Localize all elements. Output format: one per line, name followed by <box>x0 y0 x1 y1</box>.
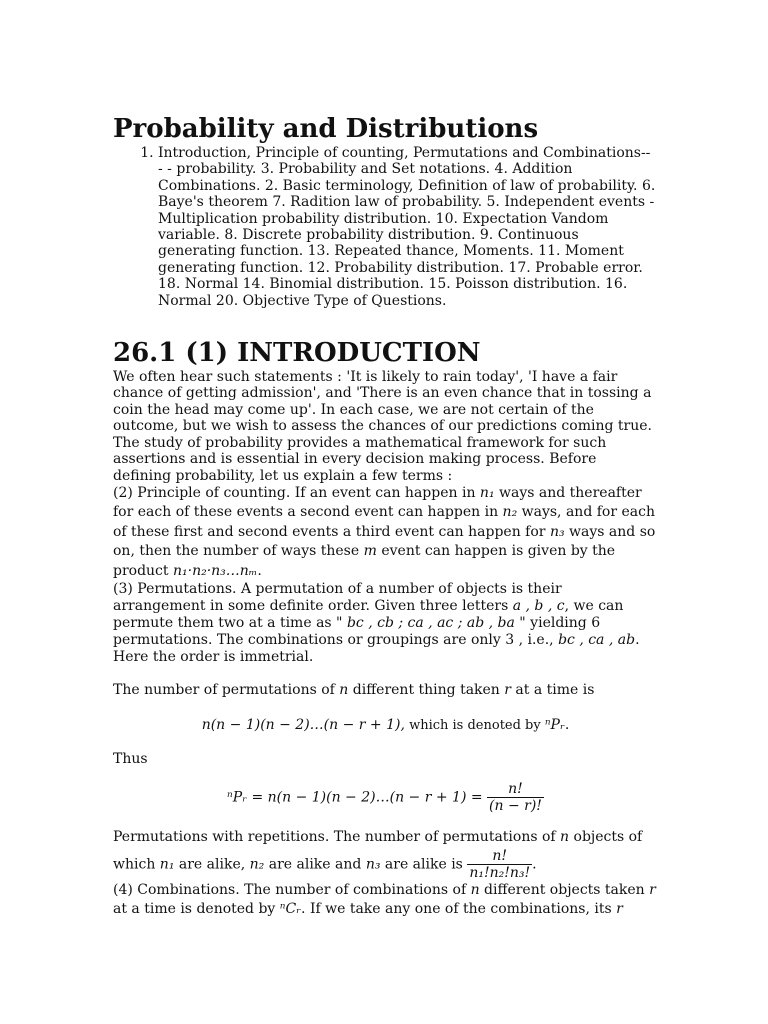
intro-paragraph: We often hear such statements : 'It is likely to rain today', 'I have a fair chance of getting admission', and 'There is an even chance that in tossing a coin the head may come up'. In each case, we are not certain of the outcome, but we wish to assess the chances of our predictions coming true. The study of probability provides a mathematical framework for such assertions and is essential in every decision making process. Before defining probability, let us explain a few terms : <box>113 369 652 484</box>
table-of-contents <box>113 145 658 309</box>
counting-paragraph: (2) Principle of counting. If an event can happen in n₁ ways and thereafter for each of these events a second event can happen in n₂ ways, and for each of these first and second events a third event can happen for n₃ ways and so on, then the number of ways these m event can happen is given by the product n₁·n₂·n₃…nₘ. <box>113 484 656 579</box>
document-page <box>113 113 658 920</box>
equation-npr-factorial: ⁿPᵣ = n(n − 1)(n − 2)…(n − r + 1) = $\frac{n!}{(n - r)!}$ <box>227 781 542 815</box>
thus-label: Thus <box>113 750 148 767</box>
fraction: $\frac{n!}{\text{n₁!n₂!n₃!}}$ <box>469 847 531 881</box>
document-title: Probability and Distributions <box>113 114 539 144</box>
repetitions-paragraph: Permutations with repetitions. The number of permutations of n objects of which n₁ are alike, n₂ are alike and n₃ are alike is $\frac{n!}{\text{n₁!n₂!n₃!}}$ . <box>113 829 643 881</box>
fraction: $\frac{n!}{(n - r)!}$ <box>489 781 542 815</box>
toc-item: 1. Introduction, Principle of counting, Permutations and Combinations-- - - probability. 3. Probability and Set notations. 4. Addition Combinations. 2. Basic terminology, Definition of law of probability. 6. Baye's theorem 7. Radition law of probability. 5. Independent events - Multiplication probability distribution. 10. Expectation Vandom variable. 8. Discrete probability distribution. 9. Continuous generating function. 13. Repeated thance, Moments. 11. Moment generating function. 12. Probability distribution. 17. Probable error. 18. Normal 14. Binomial distribution. 15. Poisson distribution. 16. Normal 20. Objective Type of Questions. <box>158 145 658 309</box>
section-heading: 26.1 (1) INTRODUCTION <box>113 338 481 369</box>
npr-intro: The number of permutations of n different thing taken r at a time is <box>113 682 595 699</box>
equation-npr: n(n − 1)(n − 2)…(n − r + 1), which is denoted by ⁿPᵣ. <box>201 716 570 733</box>
combinations-paragraph: (4) Combinations. The number of combinations of n different objects taken r at a time is denoted by ⁿCᵣ. If we take any one of the combinations, its r <box>113 881 656 918</box>
permutations-paragraph: (3) Permutations. A permutation of a number of objects is their arrangement in some definite order. Given three letters a , b , c, we can permute them two at a time as " bc , cb ; ca , ac ; ab , ba " yielding 6 permutations. The combinations or groupings are only 3 , i.e., bc , ca , ab. Here the order is immetrial. <box>113 581 640 666</box>
